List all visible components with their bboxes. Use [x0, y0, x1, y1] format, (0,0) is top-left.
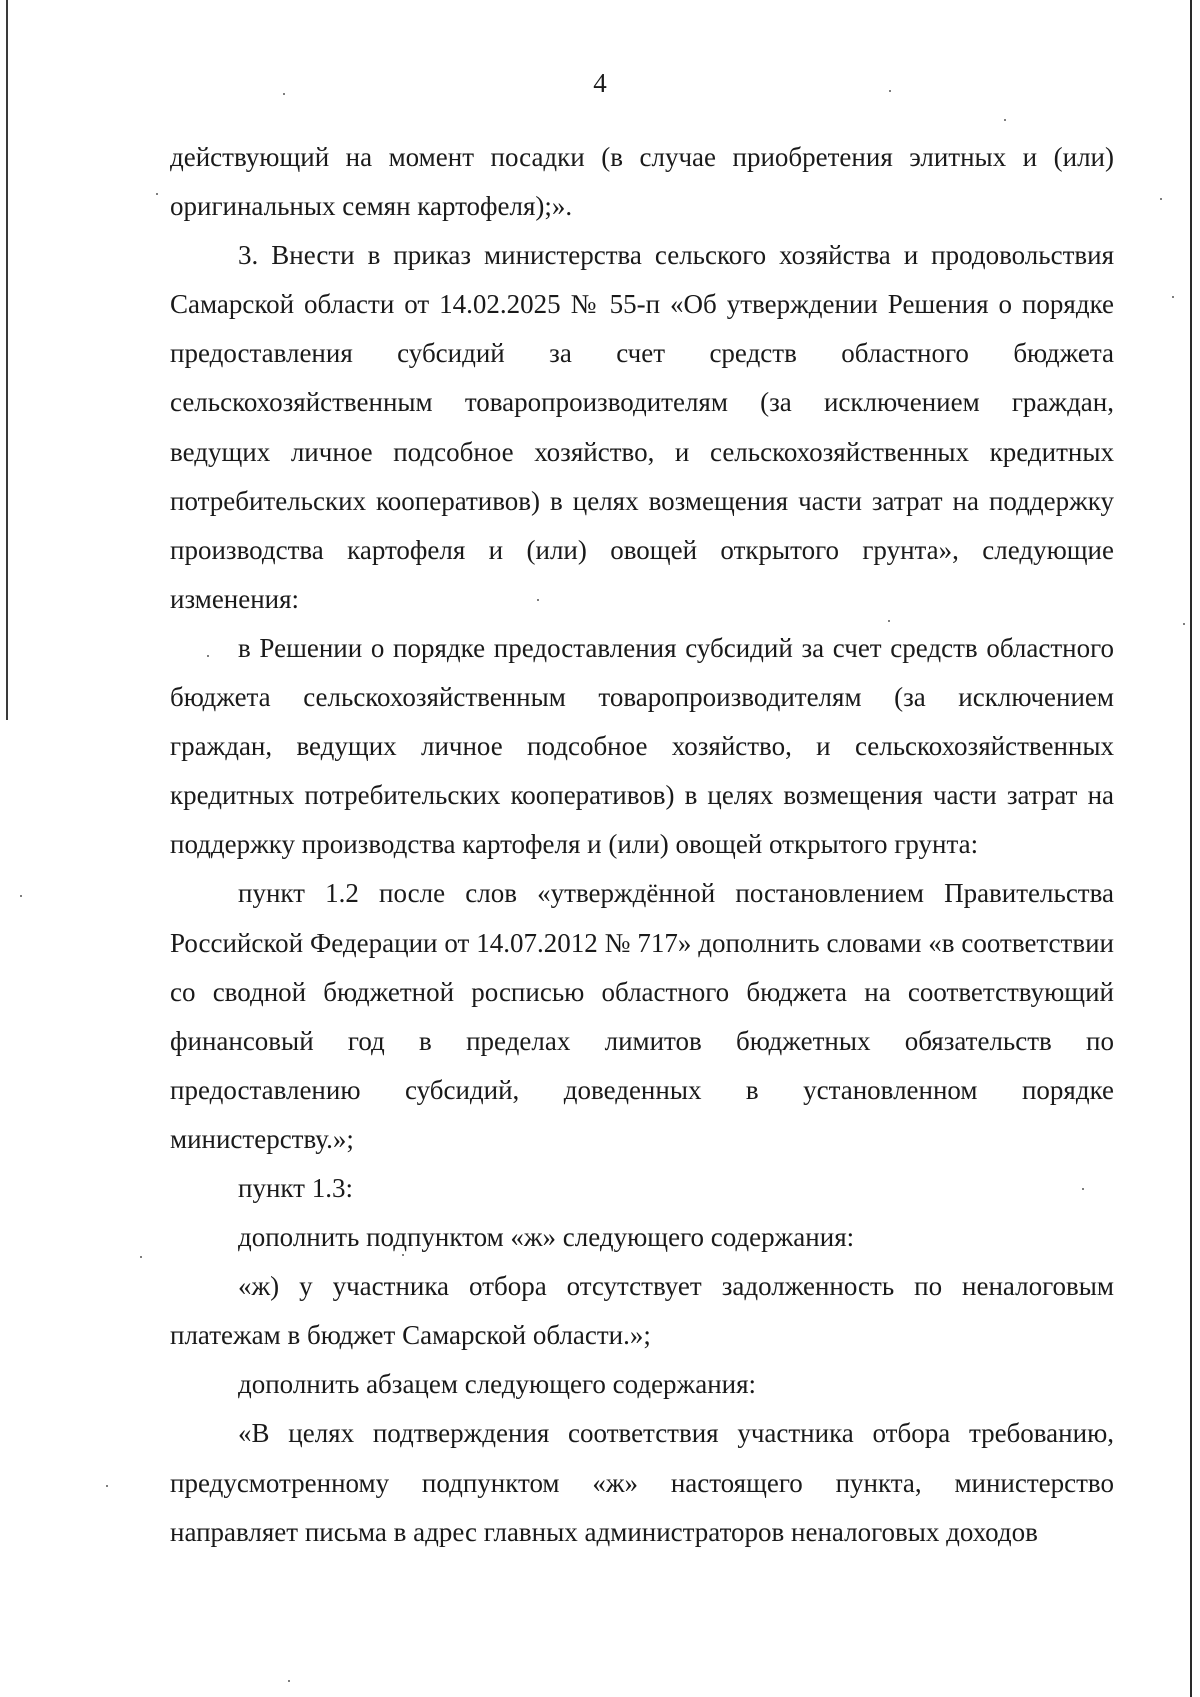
paragraph-item-3: 3. Внести в приказ министерства сельского хозяйства и продовольствия Самарской области от 14.02.2025 № 55-п «Об утверждении Решения о порядке предоставления субсидий за счет средств областного бюджета сельскохозяйственным товаропроизводителям (за исключением граждан, ведущих личное подсобное хозяйство, и сельскохозяйственных кредитных потребительских кооперативов) в целях возмещения части затрат на поддержку производства картофеля и (или) овощей открытого грунта», следующие изменения:: [170, 240, 1114, 614]
paragraph-add-subclause: дополнить подпунктом «ж» следующего содержания:: [238, 1222, 855, 1253]
scan-edge-right: [1190, 0, 1192, 1697]
scan-speck: [1082, 1188, 1084, 1190]
paragraph-add-abzac: дополнить абзацем следующего содержания:: [238, 1369, 757, 1400]
scan-speck: [106, 1485, 108, 1487]
scan-speck: [1183, 623, 1185, 625]
scan-speck: [537, 599, 539, 601]
scan-speck: [888, 620, 890, 622]
scan-speck: [1172, 296, 1174, 298]
paragraph-clause-1-3: пункт 1.3:: [238, 1172, 353, 1203]
scan-speck: [288, 1680, 290, 1682]
paragraph-confirmation: «В целях подтверждения соответствия участника отбора требованию, предусмотренному подпунктом «ж» настоящего пункта, министерство направляет письма в адрес главных администраторов неналоговых доходов: [170, 1418, 1114, 1547]
scan-speck: [20, 895, 22, 897]
scan-edge-left: [6, 0, 8, 720]
paragraph-clause-1-2: пункт 1.2 после слов «утверждённой постановлением Правительства Российской Федерации от 14.07.2012 № 717» дополнить словами «в соответствии со сводной бюджетной росписью областного бюджета на соответствующий финансовый год в пределах лимитов бюджетных обязательств по предоставлению субсидий, доведенных в установленном порядке министерству.»;: [170, 878, 1114, 1154]
scan-speck: [140, 1256, 142, 1258]
page-number: 4: [593, 68, 607, 98]
scan-speck: [402, 1254, 404, 1256]
scan-speck: [156, 193, 158, 195]
scan-speck: [889, 90, 891, 92]
scan-speck: [283, 93, 285, 95]
paragraph-continuation: действующий на момент посадки (в случае приобретения элитных и (или) оригинальных семян картофеля);».: [170, 142, 1114, 222]
scan-speck: [1004, 119, 1006, 121]
paragraph-subclause-zh: «ж) у участника отбора отсутствует задолженность по неналоговым платежам в бюджет Самарской области.»;: [170, 1271, 1114, 1351]
scan-speck: [1160, 198, 1162, 200]
paragraph-decision: в Решении о порядке предоставления субсидий за счет средств областного бюджета сельскохозяйственным товаропроизводителям (за исключением граждан, ведущих личное подсобное хозяйство, и сельскохозяйственных кредитных потребительских кооперативов) в целях возмещения части затрат на поддержку производства картофеля и (или) овощей открытого грунта:: [170, 632, 1114, 860]
scan-speck: [207, 655, 209, 657]
document-body: [170, 133, 1114, 1557]
